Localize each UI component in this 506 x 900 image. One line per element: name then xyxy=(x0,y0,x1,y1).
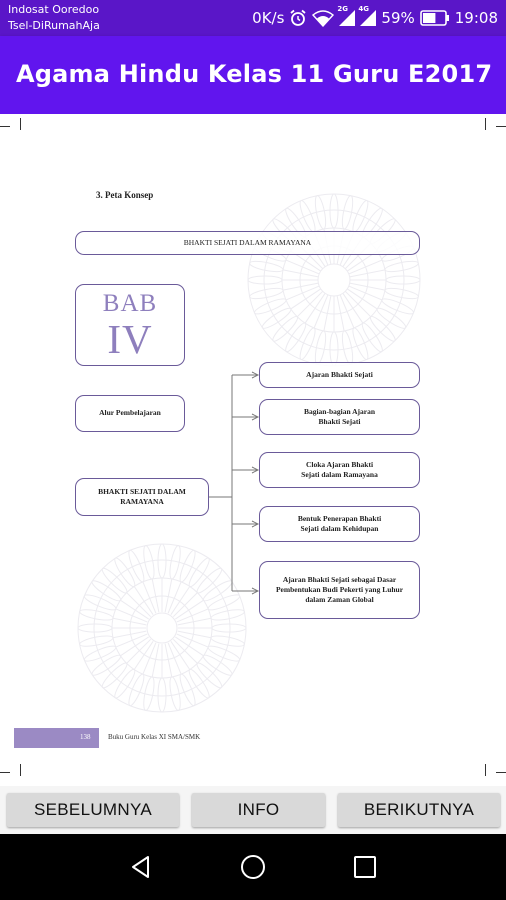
app-title: Agama Hindu Kelas 11 Guru E2017 xyxy=(16,60,493,88)
carrier-2: Tsel-DiRumahAja xyxy=(8,19,100,32)
nav-bar xyxy=(0,834,506,900)
subtopic-label: Bentuk Penerapan Bhakti Sejati dalam Kehidupan xyxy=(297,513,382,533)
page-number: 138 xyxy=(80,733,91,741)
signal-icon xyxy=(358,5,376,26)
subtopic-label: Cloka Ajaran Bhakti Sejati dalam Ramayana xyxy=(301,459,378,479)
subtopic-box xyxy=(259,561,420,619)
carrier-1: Indosat Ooredoo xyxy=(8,3,100,16)
network-speed: 0K/s xyxy=(252,9,285,27)
wifi-icon xyxy=(312,9,334,27)
home-icon xyxy=(239,853,267,881)
signal-1-tech: 2G xyxy=(337,5,349,13)
subtopic-box xyxy=(259,506,420,542)
back-icon xyxy=(128,854,154,880)
footer-text: Buku Guru Kelas XI SMA/SMK xyxy=(108,733,201,741)
alarm-icon xyxy=(289,9,307,27)
document-page[interactable] xyxy=(0,114,506,786)
bab-label: BAB xyxy=(102,290,158,317)
alur-label: Alur Pembelajaran xyxy=(99,408,161,418)
subtopic-label: Ajaran Bhakti Sejati xyxy=(306,369,373,379)
main-title: BHAKTI SEJATI DALAM RAMAYANA xyxy=(183,237,312,247)
battery-percent: 59% xyxy=(381,9,415,27)
clock: 19:08 xyxy=(454,9,498,27)
home-button[interactable] xyxy=(233,847,273,887)
back-button[interactable] xyxy=(121,847,161,887)
app-bar xyxy=(0,36,506,114)
center-topic: BHAKTI SEJATI DALAM RAMAYANA xyxy=(98,486,186,506)
recents-icon xyxy=(352,854,378,880)
connector-lines xyxy=(0,114,506,786)
status-indicators xyxy=(252,6,498,30)
bab-number: IV xyxy=(107,316,153,362)
subtopic-label: Bagian-bagian Ajaran Bhakti Sejati xyxy=(303,406,376,426)
recents-button[interactable] xyxy=(345,847,385,887)
previous-button[interactable]: SEBELUMNYA xyxy=(7,793,179,827)
battery-icon xyxy=(420,10,450,26)
info-button[interactable]: INFO xyxy=(192,793,325,827)
next-button[interactable]: BERIKUTNYA xyxy=(338,793,500,827)
subtopic-label: Ajaran Bhakti Sejati sebagai Dasar Pembentukan Budi Pekerti yang Luhur dalam Zaman Global xyxy=(275,574,404,605)
subtopic-box xyxy=(259,362,420,388)
status-bar xyxy=(0,0,506,36)
subtopic-box xyxy=(259,399,420,435)
section-heading: 3. Peta Konsep xyxy=(96,190,154,200)
signal-2-tech: 4G xyxy=(358,5,370,13)
signal-icon xyxy=(337,5,355,26)
button-row xyxy=(0,786,506,834)
subtopic-box xyxy=(259,452,420,488)
